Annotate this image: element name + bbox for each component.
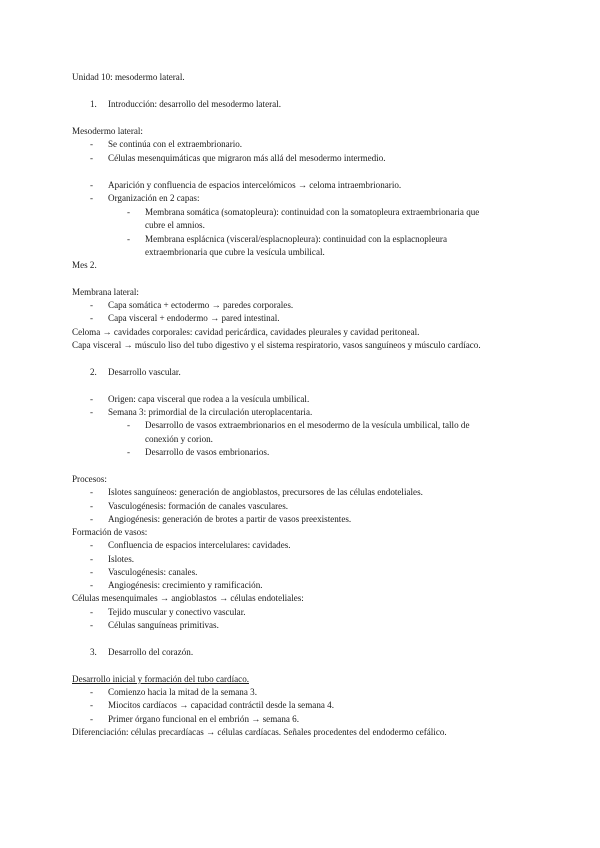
list-item: Se continúa con el extraembrionario. [108, 139, 243, 149]
bullet-dash: - [90, 300, 94, 310]
list-item: Tejido muscular y conectivo vascular. [108, 607, 246, 617]
bullet-dash: - [90, 153, 94, 163]
section-heading: Introducción: desarrollo del mesodermo lateral. [108, 99, 281, 109]
bullet-dash: - [90, 501, 94, 511]
celoma-line: Celoma → cavidades corporales: cavidad pericárdica, cavidades pleurales y cavidad peritoneal. [72, 327, 420, 337]
bullet-dash: - [127, 420, 131, 430]
diferenciacion-line: Diferenciación: células precardíacas → células cardíacas. Señales procedentes del endodermo cefálico. [72, 727, 447, 737]
capa-visceral-line: Capa visceral → músculo liso del tubo digestivo y el sistema respiratorio, vasos sanguíneos y músculo cardíaco. [72, 340, 481, 350]
list-item: Membrana somática (somatopleura): continuidad con la somatopleura extraembrionaria que [145, 207, 480, 217]
membrana-label: Membrana lateral: [72, 287, 139, 297]
bullet-dash: - [90, 687, 94, 697]
list-item: Desarrollo de vasos embrionarios. [145, 447, 270, 457]
corazon-subheading: Desarrollo inicial y formación del tubo cardíaco. [72, 674, 250, 684]
meso-lateral-label: Mesodermo lateral: [72, 126, 143, 136]
list-item: Angiogénesis: crecimiento y ramificación. [108, 580, 263, 590]
bullet-dash: - [90, 580, 94, 590]
bullet-dash: - [90, 394, 94, 404]
section-number: 1. [90, 99, 97, 109]
bullet-dash: - [90, 139, 94, 149]
bullet-dash: - [90, 620, 94, 630]
list-item: Vasculogénesis: canales. [108, 567, 198, 577]
bullet-dash: - [127, 447, 131, 457]
section-heading: Desarrollo del corazón. [108, 647, 194, 657]
list-item: Células sanguíneas primitivas. [108, 620, 219, 630]
list-item: Vasculogénesis: formación de canales vasculares. [108, 501, 289, 511]
list-item: Miocitos cardíacos → capacidad contráctil desde la semana 4. [108, 700, 334, 710]
bullet-dash: - [90, 567, 94, 577]
list-item: Capa somática + ectodermo → paredes corporales. [108, 300, 294, 310]
mes-2-label: Mes 2. [72, 260, 97, 270]
section-number: 3. [90, 647, 97, 657]
list-item: Islotes sanguíneos: generación de angioblastos, precursores de las células endoteliales. [108, 487, 423, 497]
list-item: Primer órgano funcional en el embrión → semana 6. [108, 714, 299, 724]
procesos-label: Procesos: [72, 474, 107, 484]
section-number: 2. [90, 367, 97, 377]
list-item-continuation: extraembrionaria que cubre la vesícula umbilical. [145, 247, 325, 257]
bullet-dash: - [90, 700, 94, 710]
bullet-dash: - [90, 554, 94, 564]
bullet-dash: - [90, 607, 94, 617]
bullet-dash: - [90, 487, 94, 497]
list-item: Comienzo hacia la mitad de la semana 3. [108, 687, 257, 697]
bullet-dash: - [127, 234, 131, 244]
bullet-dash: - [90, 407, 94, 417]
list-item: Origen: capa visceral que rodea a la vesícula umbilical. [108, 394, 310, 404]
list-item: Organización en 2 capas: [108, 193, 200, 203]
list-item: Islotes. [108, 554, 135, 564]
bullet-dash: - [127, 207, 131, 217]
bullet-dash: - [90, 714, 94, 724]
formacion-label: Formación de vasos: [72, 527, 148, 537]
list-item: Confluencia de espacios intercelulares: cavidades. [108, 540, 291, 550]
list-item: Capa visceral + endodermo → pared intestinal. [108, 313, 280, 323]
list-item: Membrana esplácnica (visceral/esplacnopleura): continuidad con la esplacnopleura [145, 234, 447, 244]
list-item: Angiogénesis: generación de brotes a partir de vasos preexistentes. [108, 514, 352, 524]
doc-title: Unidad 10: mesodermo lateral. [72, 72, 185, 82]
list-item: Semana 3: primordial de la circulación uteroplacentaria. [108, 407, 313, 417]
bullet-dash: - [90, 180, 94, 190]
list-item: Aparición y confluencia de espacios intercelómicos → celoma intraembrionario. [108, 180, 402, 190]
bullet-dash: - [90, 313, 94, 323]
bullet-dash: - [90, 193, 94, 203]
celulas-line: Células mesenquimales → angioblastos → células endoteliales: [72, 593, 304, 603]
list-item-continuation: conexión y corion. [145, 434, 213, 444]
bullet-dash: - [90, 540, 94, 550]
list-item-continuation: cubre el amnios. [145, 220, 205, 230]
list-item: Células mesenquimáticas que migraron más allá del mesodermo intermedio. [108, 153, 386, 163]
section-heading: Desarrollo vascular. [108, 367, 181, 377]
bullet-dash: - [90, 514, 94, 524]
list-item: Desarrollo de vasos extraembrionarios en el mesodermo de la vesícula umbilical, tallo de [145, 420, 470, 430]
